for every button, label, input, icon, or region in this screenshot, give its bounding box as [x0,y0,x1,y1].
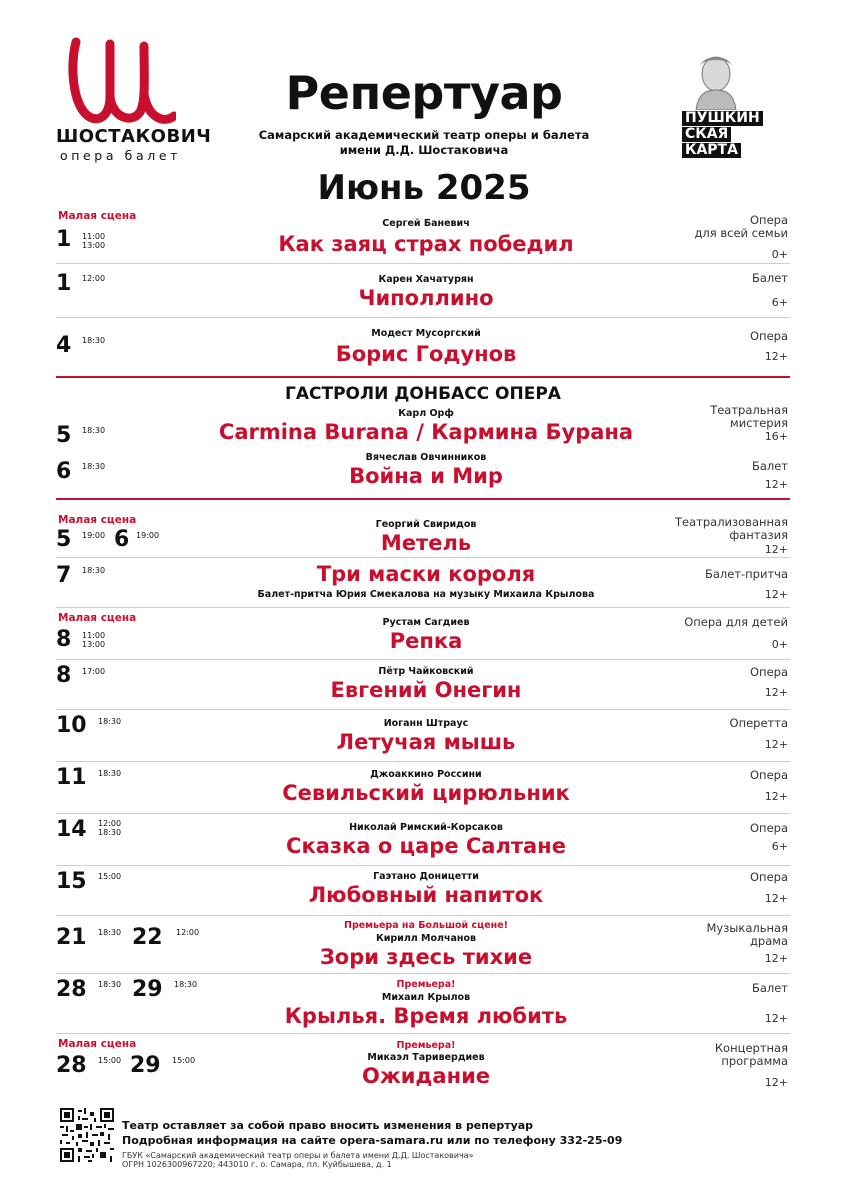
theatre-logo [56,34,212,164]
event-time: 18:30 [82,336,106,345]
event-composer: Модест Мусоргский [371,328,481,339]
event-age-rating: 12+ [764,686,788,699]
event-row [56,976,790,1034]
event-time: 18:30 [98,769,122,778]
qr-code-icon[interactable] [60,1108,114,1162]
event-title: Севильский цирюльник [282,781,570,805]
event-composer: Иоганн Штраус [383,718,469,729]
event-day: 11 [56,765,87,790]
event-genre [638,460,788,473]
event-row [56,712,790,762]
event-day: 29 [132,977,163,1002]
event-time: 13:00 [82,241,106,250]
event-row [56,662,790,710]
event-age-rating: 12+ [764,1076,788,1089]
event-genre [638,871,788,884]
event-title: Зори здесь тихие [319,945,533,969]
event-genre-line: для всей семьи [694,226,788,240]
premiere-note: Премьера! [396,979,456,990]
event-row [56,516,790,558]
event-time: 17:00 [82,667,106,676]
event-time: 18:30 [98,828,122,837]
event-title: Carmina Burana / Кармина Бурана [218,420,634,444]
event-genre-line: программа [721,1054,788,1068]
event-genre-line: драма [749,934,788,948]
event-age-rating: 12+ [764,478,788,491]
event-age-rating: 12+ [764,588,788,601]
page-title: Репертуар [285,66,563,120]
theatre-name [224,128,624,158]
event-composer: Карл Орф [398,408,454,419]
event-title: Борис Годунов [335,342,517,366]
event-composer: Микаэл Таривердиев [367,1052,485,1063]
event-title: Летучая мышь [336,730,516,754]
event-day: 6 [114,527,130,552]
event-row [56,764,790,814]
event-age-rating: 12+ [764,738,788,751]
event-genre-line: Оперетта [729,716,788,730]
event-description: Балет-притча Юрия Смекалова на музыку Михаила Крылова [257,589,595,600]
event-time: 12:00 [176,928,200,937]
event-age-rating: 6+ [771,296,788,309]
event-composer: Рустам Сагдиев [382,617,470,628]
event-genre [638,272,788,285]
event-genre [638,922,788,948]
event-day: 6 [56,459,72,484]
tour-heading: ГАСТРОЛИ ДОНБАСС ОПЕРА [285,384,561,404]
event-genre [638,666,788,679]
event-age-rating: 0+ [771,638,788,651]
event-time: 18:30 [82,566,106,575]
event-genre-line: Театральная [710,403,788,417]
premiere-note: Премьера! [396,1040,456,1051]
event-time: 11:00 [82,631,106,640]
event-row [56,404,790,452]
event-title: Чиполлино [358,286,494,310]
event-day: 28 [56,977,87,1002]
event-genre [638,982,788,995]
pushkin-portrait-icon [686,52,746,110]
event-age-rating: 12+ [764,790,788,803]
event-time: 18:30 [98,717,122,726]
event-composer: Карен Хачатурян [378,274,474,285]
event-title: Репка [389,629,463,653]
event-genre [638,404,788,430]
footer-contact-info: Подробная информация на сайте opera-samara.ru или по телефону 332-25-09 [122,1134,623,1147]
event-time: 15:00 [172,1056,196,1065]
event-genre-line: Опера [750,821,788,835]
event-genre-line: Опера [750,870,788,884]
event-age-rating: 12+ [764,543,788,556]
event-day: 22 [132,925,163,950]
event-time: 11:00 [82,232,106,241]
event-row [56,450,790,498]
event-day: 29 [130,1053,161,1078]
event-genre-line: Опера [750,329,788,343]
section-divider [56,498,790,500]
event-day: 4 [56,333,72,358]
event-day: 15 [56,869,87,894]
event-composer: Сергей Баневич [382,218,470,229]
pushkin-card-label [682,110,763,158]
event-title: Ожидание [361,1064,491,1088]
event-time: 18:30 [174,980,198,989]
event-genre-line: мистерия [730,416,788,430]
event-day: 8 [56,627,72,652]
event-title: Как заяц страх победил [278,232,574,256]
event-row [56,320,790,378]
event-genre-line: Опера для детей [684,615,788,629]
logo-brand-name: ШОСТАКОВИЧ [56,126,212,147]
event-age-rating: 6+ [771,840,788,853]
event-genre-line: Опера [750,665,788,679]
event-age-rating: 16+ [764,430,788,443]
event-genre-line: Балет [751,271,788,285]
event-day: 1 [56,227,72,252]
event-time: 19:00 [82,531,106,540]
event-day: 7 [56,563,72,588]
event-row [56,918,790,974]
event-genre-line: Музыкальная [706,921,788,935]
event-time: 12:00 [98,819,122,828]
event-genre-line: Театрализованная [675,515,788,529]
event-row [56,266,790,318]
event-genre-line: Балет [751,459,788,473]
event-row [56,560,790,608]
event-time: 18:30 [98,928,122,937]
premiere-note: Премьера на Большой сцене! [344,920,508,931]
event-genre [638,1042,788,1068]
event-genre [638,516,788,542]
small-stage-label: Малая сцена [58,210,137,222]
footer-address: ОГРН 1026300967220; 443010 г. о. Самара, пл. Куйбышева, д. 1 [122,1160,392,1169]
event-title: Три маски короля [316,562,536,586]
footer-legal-name: ГБУК «Самарский академический театр оперы и балета имени Д.Д. Шостаковича» [122,1151,474,1160]
event-age-rating: 12+ [764,952,788,965]
small-stage-label: Малая сцена [58,612,137,624]
event-genre [638,214,788,240]
theatre-name-line1: Самарский академический театр оперы и балета [258,128,590,142]
event-time: 18:30 [82,426,106,435]
shostakovich-logo-mark-icon [66,34,176,126]
pushkin-label-line3: КАРТА [682,143,741,158]
event-row [56,868,790,916]
event-time: 15:00 [98,872,122,881]
event-genre [638,717,788,730]
event-title: Любовный напиток [308,883,544,907]
event-row [56,816,790,866]
month-heading: Июнь 2025 [317,168,531,208]
event-title: Война и Мир [349,464,503,488]
footer-disclaimer: Театр оставляет за собой право вносить изменения в репертуар [122,1119,534,1132]
event-title: Метель [380,531,472,555]
event-composer: Кирилл Молчанов [375,933,477,944]
event-day: 1 [56,271,72,296]
event-day: 5 [56,527,72,552]
small-stage-label: Малая сцена [58,514,137,526]
event-age-rating: 12+ [764,1012,788,1025]
event-genre-line: фантазия [729,528,788,542]
event-age-rating: 12+ [764,892,788,905]
event-title: Крылья. Время любить [284,1004,568,1028]
event-composer: Гаэтано Доницетти [373,871,479,882]
event-time: 18:30 [82,462,106,471]
event-age-rating: 0+ [771,248,788,261]
event-day: 8 [56,663,72,688]
event-day: 28 [56,1053,87,1078]
event-time: 15:00 [98,1056,122,1065]
event-day: 21 [56,925,87,950]
event-row [56,614,790,660]
event-genre [638,822,788,835]
event-composer: Георгий Свиридов [375,519,477,530]
event-time: 18:30 [98,980,122,989]
event-title: Евгений Онегин [330,678,522,702]
event-composer: Пётр Чайковский [378,666,474,677]
event-row [56,212,790,264]
event-row [56,1040,790,1096]
event-genre-line: Концертная [714,1041,788,1055]
event-genre-line: Опера [750,768,788,782]
event-time: 12:00 [82,274,106,283]
event-genre [638,769,788,782]
event-genre [638,568,788,581]
logo-subtitle: опера балет [60,148,182,163]
pushkin-card-logo [676,52,792,162]
pushkin-label-line1: ПУШКИН [682,111,763,126]
event-genre [638,330,788,343]
event-composer: Джоаккино Россини [370,769,482,780]
theatre-name-line2: имени Д.Д. Шостаковича [339,143,509,157]
event-time: 19:00 [136,531,160,540]
event-day: 14 [56,817,87,842]
event-genre-line: Балет-притча [704,567,788,581]
event-genre [638,616,788,629]
event-genre-line: Опера [750,213,788,227]
event-composer: Вячеслав Овчинников [365,452,487,463]
event-time: 13:00 [82,640,106,649]
event-age-rating: 12+ [764,350,788,363]
event-composer: Николай Римский-Корсаков [349,822,503,833]
pushkin-label-line2: СКАЯ [682,127,731,142]
event-genre-line: Балет [751,981,788,995]
event-composer: Михаил Крылов [381,992,471,1003]
event-day: 5 [56,423,72,448]
small-stage-label: Малая сцена [58,1038,137,1050]
event-day: 10 [56,713,87,738]
event-title: Сказка о царе Салтане [286,834,566,858]
